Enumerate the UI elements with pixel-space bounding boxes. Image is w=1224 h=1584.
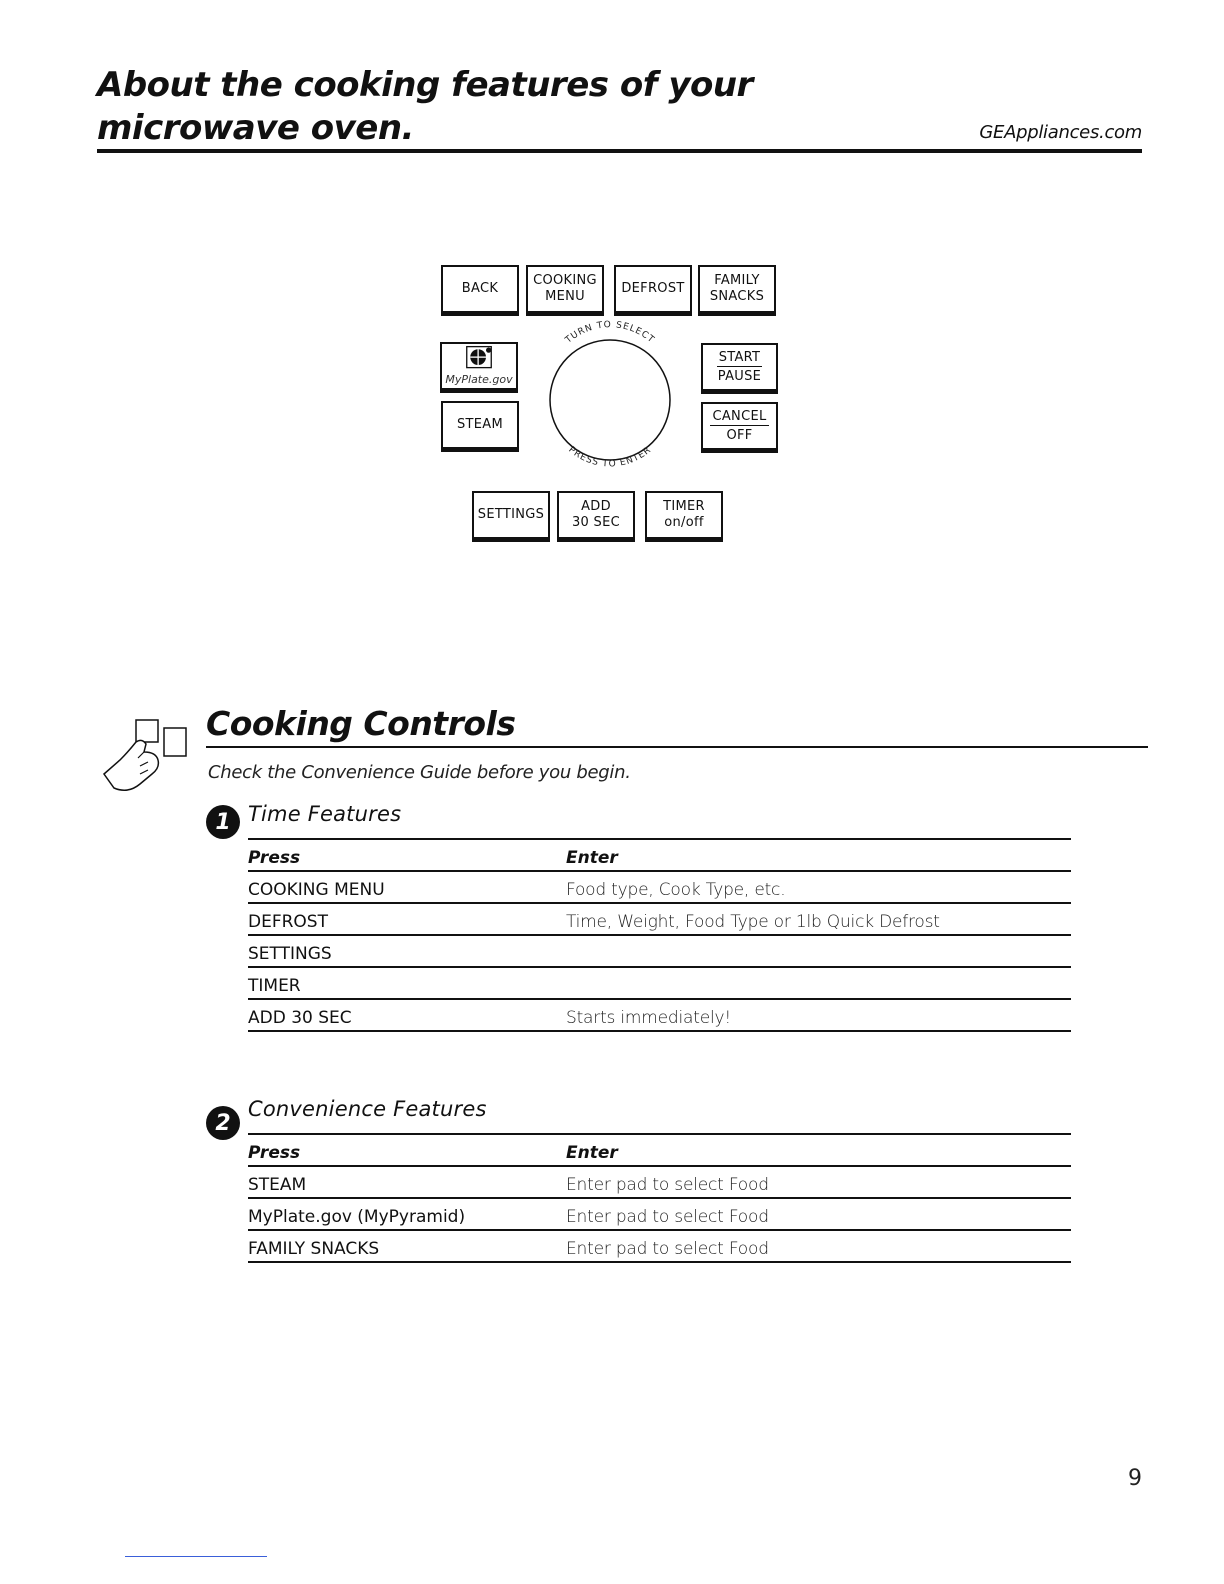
enter-cell xyxy=(566,967,1071,999)
family-snacks-pad-label-2: SNACKS xyxy=(709,289,765,304)
page-number: 9 xyxy=(1128,1466,1142,1491)
cancel-off-pad xyxy=(701,402,778,453)
header-rule xyxy=(97,149,1142,153)
add-30-sec-pad xyxy=(557,491,635,542)
time-features-title: Time Features xyxy=(248,802,402,826)
back-pad xyxy=(441,265,519,316)
table-row xyxy=(248,871,1071,903)
add-30-pad-label-2: 30 SEC xyxy=(571,515,621,530)
table-header-row xyxy=(248,1134,1071,1166)
page-title xyxy=(97,64,997,150)
table-row xyxy=(248,935,1071,967)
myplate-pad xyxy=(440,342,518,393)
off-pad-label: OFF xyxy=(726,427,753,443)
back-pad-label: BACK xyxy=(461,281,499,296)
convenience-features-title: Convenience Features xyxy=(248,1097,487,1121)
page-title-line-2: microwave oven. xyxy=(97,108,414,148)
bottom-link-underline xyxy=(125,1556,267,1557)
enter-cell: Enter pad to select Food xyxy=(566,1166,1071,1198)
section-title: Cooking Controls xyxy=(206,704,516,743)
time-features-number-badge: 1 xyxy=(206,805,240,839)
table-row xyxy=(248,1230,1071,1262)
enter-cell xyxy=(566,935,1071,967)
press-cell: MyPlate.gov (MyPyramid) xyxy=(248,1198,566,1230)
myplate-pad-label: MyPlate.gov xyxy=(445,373,513,386)
enter-cell: Time, Weight, Food Type or 1lb Quick Defrost xyxy=(566,903,1071,935)
timer-pad xyxy=(645,491,723,542)
settings-pad xyxy=(472,491,550,542)
select-dial xyxy=(540,315,680,475)
settings-pad-label: SETTINGS xyxy=(477,507,545,522)
start-pause-pad xyxy=(701,343,778,394)
timer-pad-label-2: on/off xyxy=(664,515,704,530)
start-pad-label: START xyxy=(718,349,761,365)
column-header-press: Press xyxy=(248,1134,566,1166)
press-cell: TIMER xyxy=(248,967,566,999)
press-cell: COOKING MENU xyxy=(248,871,566,903)
press-cell: STEAM xyxy=(248,1166,566,1198)
enter-cell: Enter pad to select Food xyxy=(566,1198,1071,1230)
dial-bottom-label: PRESS TO ENTER xyxy=(566,444,654,470)
table-row xyxy=(248,1198,1071,1230)
convenience-features-number-badge: 2 xyxy=(206,1106,240,1140)
cooking-menu-pad xyxy=(526,265,604,316)
press-cell: FAMILY SNACKS xyxy=(248,1230,566,1262)
hand-pressing-button-icon xyxy=(100,712,200,792)
steam-pad-label: STEAM xyxy=(456,417,504,432)
myplate-icon xyxy=(462,344,496,372)
dial-top-label: TURN TO SELECT xyxy=(563,320,657,346)
pause-pad-label: PAUSE xyxy=(717,368,762,384)
cancel-pad-label: CANCEL xyxy=(712,408,767,424)
press-cell: ADD 30 SEC xyxy=(248,999,566,1031)
timer-pad-label-1: TIMER xyxy=(663,499,705,514)
column-header-enter: Enter xyxy=(566,839,1071,871)
enter-cell: Enter pad to select Food xyxy=(566,1230,1071,1262)
table-header-row xyxy=(248,839,1071,871)
enter-cell: Starts immediately! xyxy=(566,999,1071,1031)
column-header-enter: Enter xyxy=(566,1134,1071,1166)
column-header-press: Press xyxy=(248,839,566,871)
cooking-menu-pad-label-1: COOKING xyxy=(533,273,597,288)
table-row xyxy=(248,999,1071,1031)
table-row xyxy=(248,967,1071,999)
defrost-pad-label: DEFROST xyxy=(621,281,685,296)
time-features-table xyxy=(248,838,1071,1032)
table-row xyxy=(248,1166,1071,1198)
steam-pad xyxy=(441,401,519,452)
page-title-line-1: About the cooking features of your xyxy=(97,65,753,105)
family-snacks-pad-label-1: FAMILY xyxy=(714,273,760,288)
press-cell: SETTINGS xyxy=(248,935,566,967)
section-rule xyxy=(206,746,1148,748)
table-row xyxy=(248,903,1071,935)
convenience-features-table xyxy=(248,1133,1071,1263)
site-url: GEAppliances.com xyxy=(979,122,1142,143)
add-30-pad-label-1: ADD xyxy=(581,499,611,514)
defrost-pad xyxy=(614,265,692,316)
family-snacks-pad xyxy=(698,265,776,316)
cooking-menu-pad-label-2: MENU xyxy=(545,289,585,304)
press-cell: DEFROST xyxy=(248,903,566,935)
enter-cell: Food type, Cook Type, etc. xyxy=(566,871,1071,903)
section-subtitle: Check the Convenience Guide before you begin. xyxy=(208,762,631,783)
